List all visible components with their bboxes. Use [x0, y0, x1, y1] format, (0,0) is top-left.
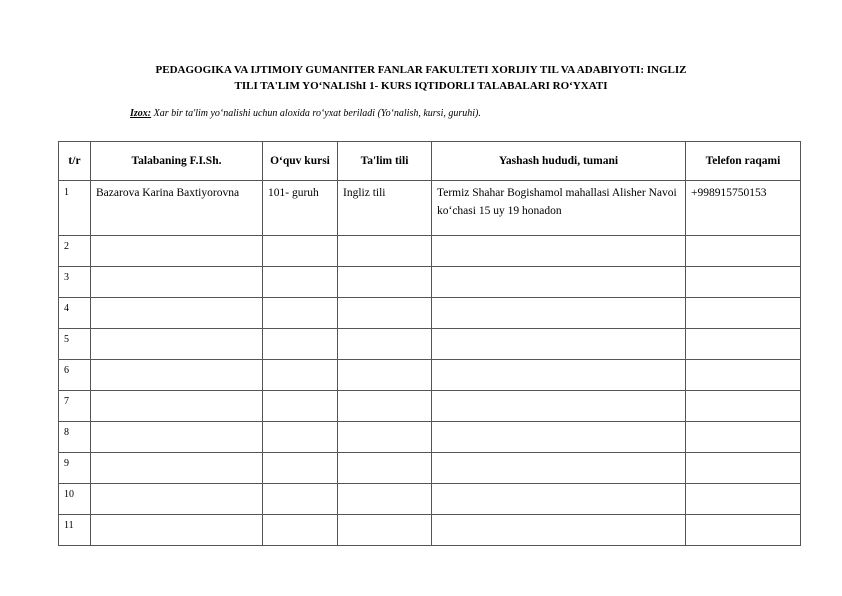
- cell-course: [263, 267, 338, 298]
- header-address: Yashash hududi, tumani: [432, 142, 686, 181]
- cell-course: [263, 298, 338, 329]
- cell-language: [338, 391, 432, 422]
- header-course: O‘quv kursi: [263, 142, 338, 181]
- cell-num: 5: [59, 329, 91, 360]
- cell-name: [91, 267, 263, 298]
- table-row: [59, 391, 801, 422]
- table-row: [59, 298, 801, 329]
- cell-name: [91, 422, 263, 453]
- cell-address: Termiz Shahar Bogishamol mahallasi Alisher Navoi koʻchasi 15 uy 19 honadon: [432, 181, 686, 236]
- cell-num: 8: [59, 422, 91, 453]
- table-row: [59, 267, 801, 298]
- cell-course: 101- guruh: [263, 181, 338, 236]
- table-header-row: [59, 142, 801, 181]
- cell-phone: [686, 267, 801, 298]
- header-num: t/r: [59, 142, 91, 181]
- cell-name: [91, 236, 263, 267]
- table-row: [59, 329, 801, 360]
- cell-language: [338, 329, 432, 360]
- cell-address: [432, 515, 686, 546]
- cell-name: Bazarova Karina Baxtiyorovna: [91, 181, 263, 236]
- cell-address: [432, 267, 686, 298]
- cell-name: [91, 298, 263, 329]
- cell-num: 9: [59, 453, 91, 484]
- table-body: [59, 181, 801, 546]
- cell-num: 11: [59, 515, 91, 546]
- cell-address: [432, 391, 686, 422]
- cell-address: [432, 329, 686, 360]
- cell-address: [432, 422, 686, 453]
- cell-language: [338, 360, 432, 391]
- header-language: Ta'lim tili: [338, 142, 432, 181]
- cell-name: [91, 484, 263, 515]
- cell-name: [91, 360, 263, 391]
- cell-num: 4: [59, 298, 91, 329]
- document-title-line-1: PEDAGOGIKA VA IJTIMOIY GUMANITER FANLAR FAKULTETI XORIJIY TIL VA ADABIYOTI: INGLIZ: [155, 64, 687, 76]
- cell-phone: [686, 391, 801, 422]
- cell-course: [263, 391, 338, 422]
- cell-language: [338, 236, 432, 267]
- cell-address: [432, 453, 686, 484]
- table-row: [59, 453, 801, 484]
- cell-phone: [686, 298, 801, 329]
- cell-course: [263, 422, 338, 453]
- cell-num: 2: [59, 236, 91, 267]
- table-row: [59, 236, 801, 267]
- note: [130, 108, 481, 119]
- cell-phone: [686, 484, 801, 515]
- cell-language: [338, 515, 432, 546]
- cell-phone: [686, 453, 801, 484]
- cell-name: [91, 515, 263, 546]
- cell-name: [91, 329, 263, 360]
- cell-phone: [686, 236, 801, 267]
- note-label: Izox:: [130, 108, 152, 119]
- cell-address: [432, 298, 686, 329]
- header-name: Talabaning F.I.Sh.: [91, 142, 263, 181]
- students-table: [58, 141, 801, 546]
- note-text: Xar bir ta'lim yo‘nalishi uchun aloxida ro‘yxat beriladi (Yo‘nalish, kursi, guruhi).: [151, 108, 481, 119]
- cell-address: [432, 484, 686, 515]
- cell-course: [263, 484, 338, 515]
- cell-phone: [686, 329, 801, 360]
- table-row: [59, 515, 801, 546]
- cell-name: [91, 453, 263, 484]
- cell-course: [263, 236, 338, 267]
- cell-language: [338, 267, 432, 298]
- cell-name: [91, 391, 263, 422]
- cell-phone: [686, 422, 801, 453]
- cell-phone: [686, 515, 801, 546]
- table-row: [59, 422, 801, 453]
- cell-num: 10: [59, 484, 91, 515]
- table-row: [59, 181, 801, 236]
- cell-num: 6: [59, 360, 91, 391]
- cell-phone: [686, 360, 801, 391]
- cell-course: [263, 453, 338, 484]
- cell-language: [338, 453, 432, 484]
- cell-num: 1: [59, 181, 91, 236]
- cell-num: 7: [59, 391, 91, 422]
- cell-address: [432, 236, 686, 267]
- cell-num: 3: [59, 267, 91, 298]
- cell-course: [263, 360, 338, 391]
- document-title-line-2: TILI TA'LIM YO‘NALIShI 1- KURS IQTIDORLI TALABALARI RO‘YXATI: [234, 80, 608, 92]
- cell-language: [338, 298, 432, 329]
- table-row: [59, 360, 801, 391]
- cell-language: [338, 484, 432, 515]
- cell-language: Ingliz tili: [338, 181, 432, 236]
- cell-course: [263, 329, 338, 360]
- cell-phone: +998915750153: [686, 181, 801, 236]
- table-row: [59, 484, 801, 515]
- cell-address: [432, 360, 686, 391]
- cell-language: [338, 422, 432, 453]
- header-phone: Telefon raqami: [686, 142, 801, 181]
- cell-course: [263, 515, 338, 546]
